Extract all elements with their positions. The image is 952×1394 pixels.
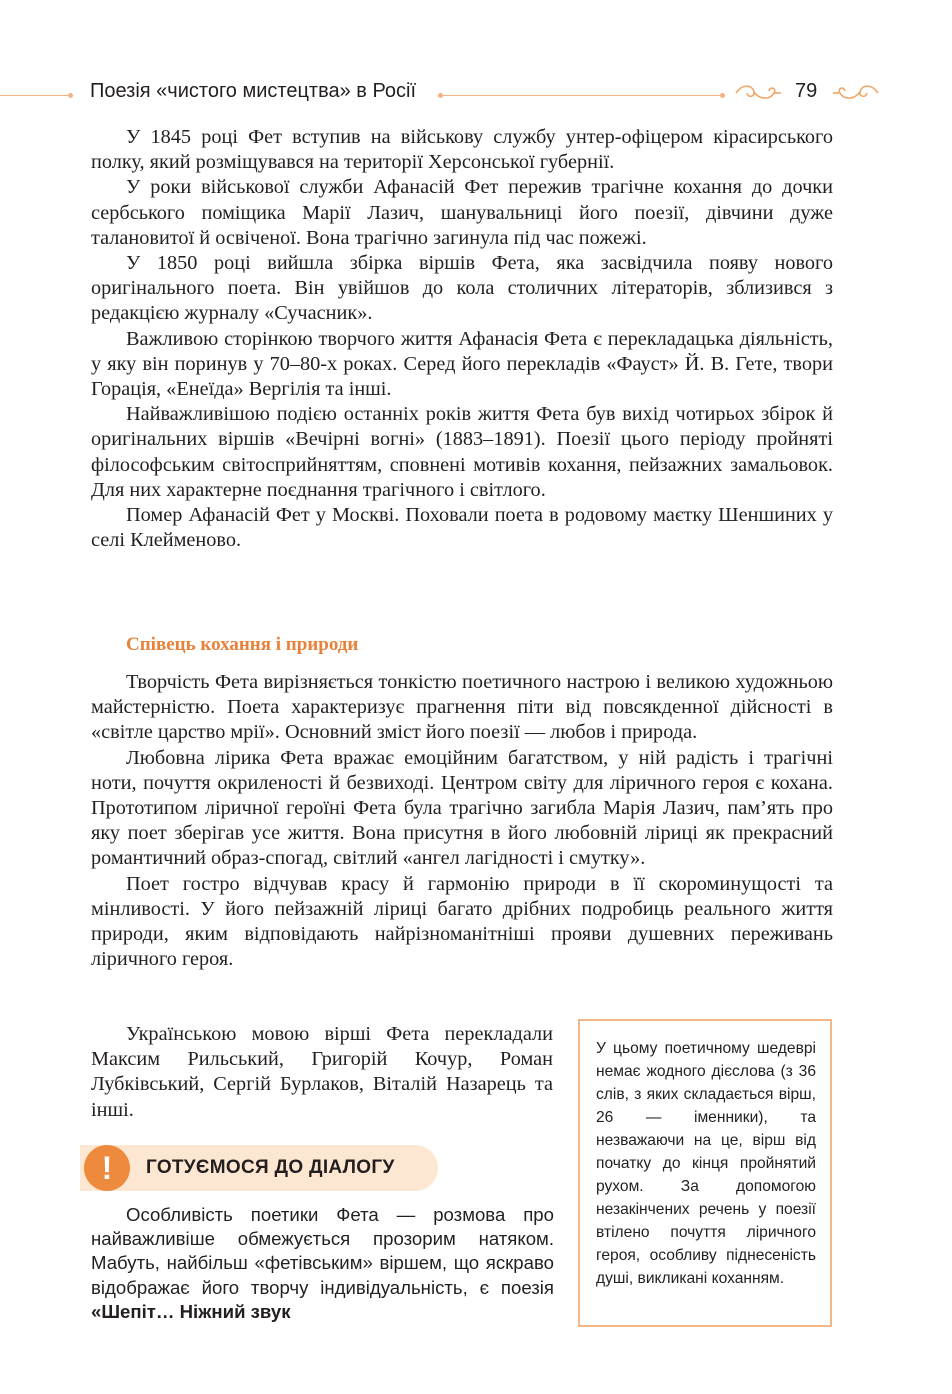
paragraph: У 1850 році вийшла збірка віршів Фета, яка засвідчила появу нового оригінального поета. Він увійшов до кола столичних літераторів, зблизився з редакцією журналу «Сучасник». — [91, 252, 833, 325]
paragraph — [91, 1203, 554, 1324]
poem-title: «Шепіт… Ніжний звук — [91, 1300, 291, 1322]
ornament-right-icon — [832, 82, 880, 104]
page-header — [0, 78, 952, 112]
paragraph: Творчість Фета вирізняється тонкістю поетичного настрою і великою художньою майстерністю. Поета характеризує прагнення піти від повсякденної дійсності в «світле царство мрії». Основний зміст його поезії — любов і природа. — [91, 671, 833, 744]
paragraph: Поет гостро відчував красу й гармонію природи в її скороминущості та мінливості. У його пейзажній ліриці багато дрібних подробиць реального життя природи, яким відповідають найрізноманітніші прояви душевних переживань ліричного героя. — [91, 872, 833, 971]
paragraph: Українською мовою вірші Фета перекладали Максим Рильський, Григорій Кочур, Роман Лубківський, Сергій Бурлаков, Віталій Назарець та інші. — [91, 1023, 553, 1121]
paragraph: У 1845 році Фет вступив на військову службу унтер-офіцером кірасирського полку, який розміщувався на території Херсонської губернії. — [91, 126, 833, 174]
section-subheading: Співець кохання і природи — [126, 634, 359, 655]
dialog-text-body: Особливість поетики Фета — розмова про найважливіше обмежується прозорим натяком. Мабуть, найбільш «фетівським» віршем, що яскраво відображає його творчу індивідуальність, є поезія — [91, 1204, 554, 1298]
page-number: 79 — [795, 80, 818, 102]
running-title: Поезія «чистого мистецтва» в Росії — [90, 80, 417, 102]
header-rule-middle — [440, 95, 722, 96]
exclamation-icon: ! — [84, 1145, 130, 1191]
paragraph: Найважливішою подією останніх років життя Фета був вихід чотирьох збірок й оригінальних віршів «Вечірні вогні» (1883–1891). Поезії цього періоду пройняті філософським світосприйняттям, сповнені мотивів кохання, пейзажних замальовок. Для них характерне поєднання трагічного і світлого. — [91, 403, 833, 501]
translators-text — [91, 1022, 553, 1123]
dialog-banner-title: ГОТУЄМОСЯ ДО ДІАЛОГУ — [146, 1157, 395, 1178]
paragraph: Важливою сторінкою творчого життя Афанасія Фета є перекладацька діяльність, у яку він поринув у 70–80-х роках. Серед його перекладів «Фауст» Й. В. Гете, твори Горація, «Енеїда» Вергілія та інші. — [91, 327, 833, 401]
section-text — [91, 670, 833, 972]
header-rule-dot — [720, 93, 725, 98]
paragraph: Любовна лірика Фета вражає емоційним багатством, у ній радість і трагічні ноти, почуття окриленості й безвиході. Центром світу для ліричного героя є кохана. Прототипом ліричної героїні Фета була трагічно загибла Марія Лазич, пам’ять про яку поет зберігав усе життя. Вона присутня в його любовній ліриці як прекрасний романтичний образ-спогад, світлий «ангел лагідності і смутку». — [91, 746, 833, 870]
paragraph: Помер Афанасій Фет у Москві. Поховали поета в родовому маєтку Шеншиних у селі Клейменово. — [91, 504, 833, 552]
paragraph: У роки військової служби Афанасій Фет пережив трагічне кохання до дочки сербського поміщика Марії Лазич, шанувальниці його поезії, дівчини дуже талановитої й освіченої. Вона трагічно загинула під час пожежі. — [91, 176, 833, 249]
side-note-box: У цьому поетичному шедеврі немає жодного дієслова (з 36 слів, з яких складається вірш, 26 — іменники), та незважаючи на це, вірш від початку до кінця пройнятий рухом. За допомогою незакінчених речень у поезії втілено почуття ліричного героя, особливу піднесеність душі, викликані коханням. — [578, 1019, 832, 1327]
header-rule-dot — [68, 93, 73, 98]
dialog-text — [91, 1203, 554, 1324]
biography-text — [91, 125, 833, 553]
ornament-left-icon — [734, 82, 782, 104]
header-rule-left — [0, 95, 70, 96]
